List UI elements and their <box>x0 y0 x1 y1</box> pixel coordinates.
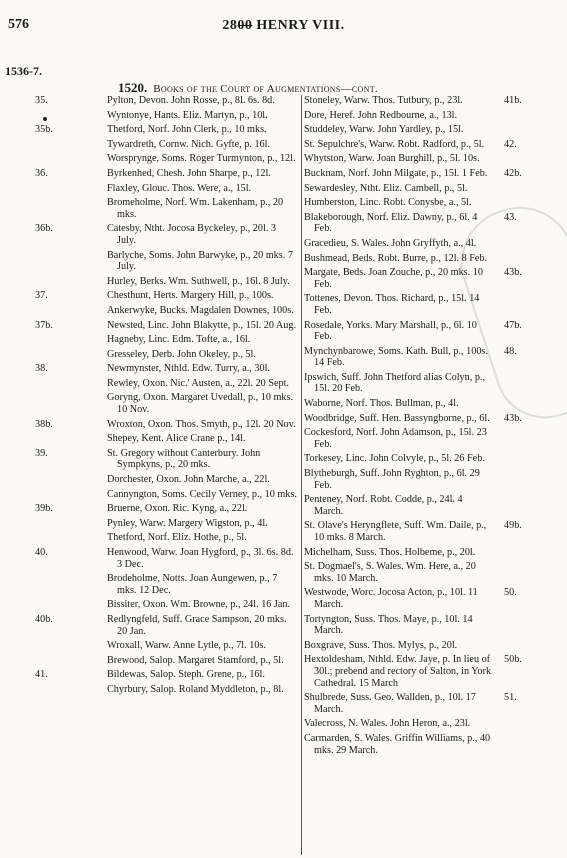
entry <box>35 319 297 332</box>
page-number: 576 <box>8 17 29 32</box>
folio-reference: 43. <box>504 211 517 223</box>
folio-reference: 42b. <box>504 167 522 179</box>
entry-text: Torkesey, Linc. John Colvyle, p., 5l. 26 Feb. <box>304 453 485 465</box>
entry-text: Michelham, Suss. Thos. Holbeme, p., 20l. <box>304 546 476 558</box>
entry-text: Gracedieu, S. Wales. John Gryffyth, a., 4l. <box>304 237 477 249</box>
entry <box>35 418 297 431</box>
entry <box>304 520 522 543</box>
entry <box>107 110 297 122</box>
entry <box>107 392 297 415</box>
entry-text: Pylton, Devon. John Rosse, p., 8l. 6s. 8d. <box>107 95 275 106</box>
section-title: Books of the Court of Augmentations—cont. <box>153 83 378 95</box>
section-heading <box>118 80 378 96</box>
folio-reference: 38b. <box>35 418 53 430</box>
entry <box>304 398 494 410</box>
entry <box>107 250 297 273</box>
entry <box>304 153 494 165</box>
entry-text: St. Dogmael's, S. Wales. Wm. Here, a., 20 mks. 10 March. <box>304 561 476 584</box>
entry-text: Bruerne, Oxon. Ric. Kyng, a., 22l. <box>107 503 248 515</box>
entry <box>107 433 297 445</box>
entry <box>304 587 517 610</box>
entry-text: Cockesford, Norf. John Adamson, p., 15l. 23 Feb. <box>304 427 487 450</box>
entry-text: Newmynster, Nthld. Edw. Turry, a., 30l. <box>107 363 270 375</box>
entry <box>107 276 297 288</box>
entry-text: Henwood, Warw. Joan Hygford, p., 3l. 6s. 8d. 3 Dec. <box>107 547 294 570</box>
entry <box>35 447 297 471</box>
entry <box>107 334 297 346</box>
entry <box>304 561 494 584</box>
entry-text: Chesthunt, Herts. Margery Hill, p., 100s. <box>107 290 274 302</box>
folio-reference: 43b. <box>504 267 522 279</box>
entry <box>107 518 297 530</box>
entry <box>304 138 517 151</box>
entry-text: Margate, Beds. Joan Zouche, p., 20 mks. 10 Feb. <box>304 267 483 290</box>
entry <box>304 110 494 122</box>
entry-text: Dorchester, Oxon. John Marche, a., 22l. <box>107 474 270 486</box>
entry-text: Tywardreth, Cornw. Nich. Gyfte, p. 16l. <box>107 138 271 150</box>
entry-text: Worspryngе, Soms. Roger Turmynton, p., 12l. <box>107 153 296 165</box>
entry <box>304 238 494 250</box>
entry <box>304 468 494 491</box>
left-column <box>35 95 297 699</box>
entry <box>107 197 297 220</box>
folio-reference: 42. <box>504 138 517 150</box>
entry-text: Bucknam, Norf. John Milgate, p., 15l. 1 Feb. <box>304 167 488 179</box>
entry-text: St. Olave's Heryngflete, Suff. Wm. Daile, p., 10 mks. 8 March. <box>304 520 487 543</box>
entry <box>304 453 494 465</box>
entry <box>304 167 522 180</box>
entry <box>304 654 522 689</box>
entry <box>107 684 297 696</box>
folio-reference: 49b. <box>504 520 522 532</box>
entry <box>35 167 297 180</box>
entry <box>304 197 494 209</box>
entry <box>304 319 522 343</box>
entry <box>304 183 494 195</box>
entry <box>304 547 494 559</box>
folio-reference: 37b. <box>35 319 53 331</box>
entry <box>35 290 297 302</box>
entry-text: Hurley, Berks. Wm. Suthwell, p., 16l. 8 July. <box>107 275 290 287</box>
entry-text: Rosedale, Yorks. Mary Marshall, p., 6l. 10 Feb. <box>304 319 477 343</box>
entry-text: Stoneley, Warw. Thos. Tutbury, p., 23l. <box>304 95 463 106</box>
folio-reference: 37. <box>35 290 48 302</box>
entry-text: Rewley, Oxon. Nic.' Austen, a., 22l. 20 Sept. <box>107 377 289 389</box>
entry <box>107 655 297 667</box>
folio-reference: 47b. <box>504 319 522 331</box>
entry <box>304 614 494 637</box>
folio-reference: 48. <box>504 345 517 357</box>
entry <box>35 503 297 515</box>
entry <box>304 427 494 450</box>
entry-text: Brewood, Salop. Margaret Stamford, p., 5l. <box>107 654 284 666</box>
entry <box>304 412 522 425</box>
entry-text: Bromeholme, Norf. Wm. Lakenham, p., 20 mks. <box>107 197 284 220</box>
entry-text: Thetford, Norf. John Clerk, p., 10 mks. <box>107 124 267 136</box>
folio-reference: 39b. <box>35 503 53 515</box>
entry-text: Dore, Heref. John Redbourne, a., 13l. <box>304 109 458 121</box>
entry-text: Woodbridge, Suff. Hen. Bassyngborne, p., 6l. <box>304 412 490 424</box>
entry-text: Bildewas, Salop. Steph. Grene, p., 16l. <box>107 669 265 681</box>
folio-reference: 43b. <box>504 412 522 424</box>
column-divider <box>301 95 302 855</box>
entry <box>107 489 297 501</box>
entry <box>107 640 297 652</box>
entry-text: Barlyche, Soms. John Barwyke, p., 20 mks. 7 July. <box>107 249 293 273</box>
entry <box>35 363 297 375</box>
entry-text: Byrkenhed, Chesh. John Sharpe, p., 12l. <box>107 167 271 179</box>
folio-reference: 41. <box>35 669 48 681</box>
entry-text: Blytheburgh, Suff. John Ryghton, p., 6l. 29 Feb. <box>304 468 480 491</box>
entry <box>304 293 494 316</box>
entry <box>107 378 297 390</box>
folio-reference: 36b. <box>35 223 53 235</box>
entry-text: Tottenes, Devon. Thos. Richard, p., 15l. 14 Feb. <box>304 293 480 316</box>
folio-reference: 35. <box>35 95 48 106</box>
entry <box>107 599 297 611</box>
entry <box>35 95 297 107</box>
folio-reference: 51. <box>504 692 517 704</box>
entry-text: Whytston, Warw. Joan Burghill, p., 5l. 10s. <box>304 153 480 165</box>
entry-text: Flaxley, Glouc. Thos. Were, a., 15l. <box>107 182 252 194</box>
entry <box>107 532 297 544</box>
entry <box>304 95 522 107</box>
running-head <box>0 18 567 34</box>
entry-text: St. Sepulchre's, Warw. Robt. Radford, p., 5l. <box>304 138 485 150</box>
entry-text: Catesby, Ntht. Jocosa Byckeley, p., 20l. 3 July. <box>107 223 277 246</box>
entry-text: Wroxton, Oxon. Thos. Smyth, p., 12l. 20 Nov. <box>107 418 296 430</box>
folio-reference: 35b. <box>35 124 53 136</box>
entry-text: Humberston, Linc. Robt. Conysbe, a., 5l. <box>304 197 472 209</box>
right-column <box>304 95 522 759</box>
entry-text: Blakeborough, Norf. Eliz. Dawny, p., 6l. 4 Feb. <box>304 211 478 235</box>
folio-reference: 36. <box>35 167 48 179</box>
entry <box>304 253 494 265</box>
entry-text: Sewardesley, Ntht. Eliz. Cambell, p., 5l. <box>304 182 468 194</box>
entry <box>304 718 494 730</box>
entry-text: Hextoldesham, Nthld. Edw. Jaye, p. In lieu of 30l.; prebend and rectory of Salton, in York Cathedral. 15 March <box>304 654 492 689</box>
entry-text: Mynchynbarowe, Soms. Kath. Bull, p., 100s. 14 Feb. <box>304 345 488 369</box>
folio-reference: 50b. <box>504 654 522 666</box>
entry-text: Waborne, Norf. Thos. Bullman, p., 4l. <box>304 398 459 410</box>
entry-text: Westwode, Worc. Jocosa Acton, p., 10l. 11 March. <box>304 587 478 610</box>
entry <box>107 153 297 165</box>
entry-text: Bushmead, Beds. Robt. Burre, p., 12l. 8 Feb. <box>304 252 488 264</box>
running-head-title: HENRY VIII. <box>256 18 345 33</box>
entry <box>107 183 297 195</box>
entry <box>35 223 297 246</box>
entry-text: Tortyngton, Suss. Thos. Maye, p., 10l. 14 March. <box>304 613 473 637</box>
entry-text: Studdeley, Warw. John Yardley, p., 15l. <box>304 124 464 136</box>
folio-reference: 41b. <box>504 95 522 106</box>
folio-reference: 40b. <box>35 613 53 625</box>
entry <box>304 640 494 652</box>
entry <box>304 372 494 395</box>
year-heading: 1536-7. <box>5 64 42 78</box>
folio-reference: 38. <box>35 363 48 375</box>
entry <box>304 124 494 136</box>
entry-text: Wroxall, Warw. Anne Lytle, p., 7l. 10s. <box>107 640 266 652</box>
entry-text: Bissiter, Oxon. Wm. Browne, p., 24l. 16 Jan. <box>107 599 291 611</box>
entry-text: Shulbrede, Suss. Geo. Wallden, p., 10l. 17 March. <box>304 692 476 715</box>
entry <box>304 692 517 715</box>
entry <box>107 305 297 317</box>
entry <box>304 733 494 756</box>
entry-text: Ankerwyke, Bucks. Magdalen Downes, 100s. <box>107 304 294 316</box>
entry <box>107 139 297 151</box>
entry <box>304 345 517 369</box>
entry-text: Redlyngfeld, Suff. Grace Sampson, 20 mks. 20 Jan. <box>107 613 287 637</box>
entry-text: Valecross, N. Wales. John Heron, a., 23l. <box>304 718 471 730</box>
entry <box>35 613 297 637</box>
entry <box>35 547 297 570</box>
entry-text: Cannyngton, Soms. Cecily Verney, p., 10 mks. <box>107 488 297 500</box>
folio-reference: 39. <box>35 447 48 459</box>
entry <box>304 211 517 235</box>
struck-volume-number: 00 <box>237 18 253 33</box>
entry-text: Shepey, Kent. Alice Crane p., 14l. <box>107 433 246 445</box>
folio-reference: 40. <box>35 547 48 558</box>
entry-text: Newsted, Linc. John Blakytte, p., 15l. 20 Aug. <box>107 319 297 331</box>
section-number: 1520. <box>118 80 148 95</box>
entry-text: Thetford, Norf. Eliz. Hothe, p., 5l. <box>107 532 247 544</box>
entry <box>35 669 297 681</box>
entry-text: Ipswich, Suff. John Thetford alias Colyn, p., 15l. 20 Feb. <box>304 371 486 395</box>
entry <box>107 349 297 361</box>
entry-text: Gresseley, Derb. John Okeley, p., 5l. <box>107 348 256 360</box>
folio-reference: 50. <box>504 587 517 599</box>
entry-text: Penteney, Norf. Robt. Codde, p., 24l. 4 March. <box>304 494 463 517</box>
entry <box>107 474 297 486</box>
entry <box>107 573 297 596</box>
entry-text: Brodeholme, Notts. Joan Aungewen, p., 7 mks. 12 Dec. <box>107 573 278 596</box>
entry <box>304 267 522 290</box>
entry-text: St. Gregory without Canterbury. John Sympkyns, p., 20 mks. <box>107 447 261 471</box>
entry-text: Chyrbury, Salop. Roland Myddleton, p., 8l. <box>107 683 284 695</box>
entry-text: Goryng, Oxon. Margaret Uvedall, p., 10 mks. 10 Nov. <box>107 392 293 416</box>
entry-text: Carmarden, S. Wales. Griffin Williams, p., 40 mks. 29 March. <box>304 732 491 756</box>
entry-text: Wyntonye, Hants. Eliz. Martyn, p., 10l. <box>107 109 268 121</box>
volume-number: 28 <box>222 18 238 33</box>
entry <box>35 124 297 136</box>
entry-text: Boxgrave, Suss. Thos. Mylys, p., 20l. <box>304 639 458 651</box>
entry <box>304 494 494 517</box>
entry-text: Hagneby, Linc. Edm. Tofte, a., 16l. <box>107 334 251 346</box>
entry-text: Pynley, Warw. Margery Wigston, p., 4l. <box>107 517 268 529</box>
ink-dot <box>43 117 47 121</box>
